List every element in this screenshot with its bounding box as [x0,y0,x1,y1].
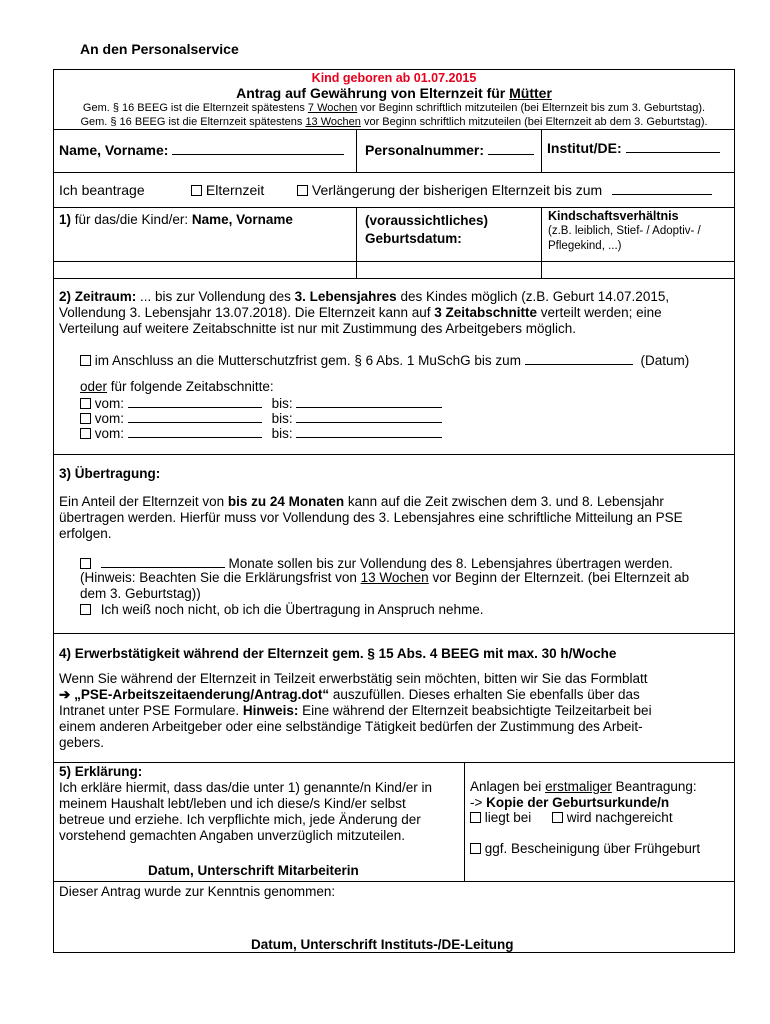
section2-text: 2) Zeitraum: ... bis zur Vollendung des 3. Lebensjahres des Kindes möglich (z.B. Geburt 14.07.2015, Vollendung 3. Lebensjahr 13.07.2018). Die Elternzeit kann auf 3 Zeitabschnitte verteilt werden; eine Verteilung auf weitere Zeitabschnitte ist nur mit Zustimmung des Arbeitgebers möglich. [59,289,670,336]
header-block [53,71,735,129]
elternzeit-checkbox[interactable] [191,185,202,196]
institut-input-line[interactable] [626,140,720,153]
option-verlaengerung[interactable]: Verlängerung der bisherigen Elternzeit bis zum [297,182,712,198]
section4-text: Wenn Sie während der Elternzeit in Teilzeit erwerbstätig sein möchten, bitten wir Sie das Formblatt ➔ „PSE-Arbeitszeitaenderung/Antrag.dot“ auszufüllen. Dieses erhalten Sie ebenfalls über das Intranet unter PSE Formulare. Hinweis: Eine während der Elternzeit beabsichtigte Teilzeitarbeit bei einem anderen Arbeitgeber oder eine selbständige Tätigkeit bedürfen der Zustimmung des Arbeit- gebers. [59,671,652,750]
kind-geboren-label: Kind geboren ab 01.07.2015 [311,71,477,85]
divider-child-row [53,261,735,262]
anschluss-checkbox[interactable] [80,355,91,366]
signature-leitung: Datum, Unterschrift Instituts-/DE-Leitung [251,937,514,952]
liegt-bei-checkbox[interactable] [470,812,481,823]
table-border-top [53,69,735,70]
section4-title: 4) Erwerbstätigkeit während der Elternzeit gem. § 15 Abs. 4 BEEG mit max. 30 h/Woche [59,646,617,661]
personalnummer-input-line[interactable] [488,142,534,155]
kenntnis-label: Dieser Antrag wurde zur Kenntnis genommen: [59,884,336,899]
vom-2-line[interactable] [128,410,262,423]
signature-mitarbeiterin: Datum, Unterschrift Mitarbeiterin [148,863,359,878]
option-liegt-bei[interactable]: liegt bei [470,810,531,825]
divider-v-institut [541,129,542,172]
divider-section5 [53,762,735,763]
geburtsdatum-header: (voraussichtliches) Geburtsdatum: [365,213,489,246]
table-border-right [734,69,735,953]
anschluss-date-line[interactable] [525,352,633,365]
anlagen-block: Anlagen bei erstmaliger Beantragung: -> Kopie der Geburtsurkunde/n [470,779,697,810]
section1-heading: 1) für das/die Kind/er: Name, Vorname [59,212,293,227]
zeitabschnitt-3-checkbox[interactable] [80,428,91,439]
bis-3-line[interactable] [296,425,442,438]
recipient-heading: An den Personalservice [80,41,239,57]
divider-section4 [53,633,735,634]
option-fruehgeburt[interactable]: ggf. Bescheinigung über Frühgeburt [470,841,700,856]
option-elternzeit[interactable]: Elternzeit [191,182,264,198]
zeitabschnitt-1-checkbox[interactable] [80,398,91,409]
verlaengerung-date-line[interactable] [612,182,712,195]
institut-field[interactable]: Institut/DE: [547,140,720,156]
arrow-icon: ➔ [59,687,71,702]
divider-section3 [53,454,735,455]
section3-text: Ein Anteil der Elternzeit von bis zu 24 Monaten kann auf die Zeit zwischen dem 3. und 8. Lebensjahr übertragen werden. Hierfür muss vor Vollendung des 3. Lebensjahres eine schriftliche Mitteilung an PSE erfolgen. [59,494,683,541]
nachgereicht-checkbox[interactable] [552,812,563,823]
kindschaft-header: Kindschaftsverhältnis (z.B. leiblich, Stief- / Adoptiv- / Pflegekind, ...) [548,209,701,252]
header-note-1: Gem. § 16 BEEG ist die Elternzeit spätestens 7 Wochen vor Beginn schriftlich mitzuteilen (bei Elternzeit bis zum 3. Geburtstag). [82,102,706,114]
divider-footer [53,881,735,882]
zeitabschnitt-2-checkbox[interactable] [80,413,91,424]
zeitabschnitt-row-1[interactable]: vom: bis: [80,395,442,411]
section3-title: 3) Übertragung: [59,466,161,481]
zeitabschnitt-row-2[interactable]: vom: bis: [80,410,442,426]
divider-name-row [53,172,735,173]
verlaengerung-checkbox[interactable] [297,185,308,196]
option-weiss-nicht[interactable]: Ich weiß noch nicht, ob ich die Übertragung in Anspruch nehme. [80,602,484,617]
section5-text: 5) Erklärung: Ich erkläre hiermit, dass das/die unter 1) genannte/n Kind/er in meinem Haushalt lebt/leben und ich diese/s Kind/er selbst betreue und erziehe. Ich verpflichte mich, jede Änderung der vorstehend gemachten Angaben unverzüglich mitzuteilen. [59,764,432,843]
fruehgeburt-checkbox[interactable] [470,843,481,854]
table-border-bottom [53,952,735,953]
option-nachgereicht[interactable]: wird nachgereicht [552,810,673,825]
divider-header [53,129,735,130]
zeitabschnitt-row-3[interactable]: vom: bis: [80,425,442,441]
bis-1-line[interactable] [296,395,442,408]
option-anschluss[interactable]: im Anschluss an die Mutterschutzfrist gem. § 6 Abs. 1 MuSchG bis zum (Datum) [80,352,689,368]
divider-v-section5 [464,762,465,881]
divider-beantrage [53,207,735,208]
monate-input-line[interactable] [101,555,225,568]
name-field[interactable]: Name, Vorname: [59,142,344,158]
bis-2-line[interactable] [296,410,442,423]
option-uebertragung-monate[interactable]: Monate sollen bis zur Vollendung des 8. Lebensjahres übertragen werden. [80,555,673,571]
divider-v-name [356,129,357,172]
table-border-left [53,69,54,953]
divider-v-col3 [541,207,542,278]
uebertragung-monate-checkbox[interactable] [80,558,91,569]
form-title: Antrag auf Gewährung von Elternzeit für Mütter [236,85,552,101]
divider-v-col2 [356,207,357,278]
vom-1-line[interactable] [128,395,262,408]
weiss-nicht-checkbox[interactable] [80,604,91,615]
personalnummer-field[interactable]: Personalnummer: [365,142,534,158]
header-note-2: Gem. § 16 BEEG ist die Elternzeit spätestens 13 Wochen vor Beginn schriftlich mitzuteilen (bei Elternzeit ab dem 3. Geburtstag). [80,116,708,128]
vom-3-line[interactable] [128,425,262,438]
section3-hint: (Hinweis: Beachten Sie die Erklärungsfrist von 13 Wochen vor Beginn der Elternzeit. (bei Elternzeit ab dem 3. Geburtstag)) [80,570,690,601]
oder-label: oder für folgende Zeitabschnitte: [80,379,274,394]
divider-section2 [53,278,735,279]
name-input-line[interactable] [172,142,344,155]
beantrage-label: Ich beantrage [59,182,145,198]
